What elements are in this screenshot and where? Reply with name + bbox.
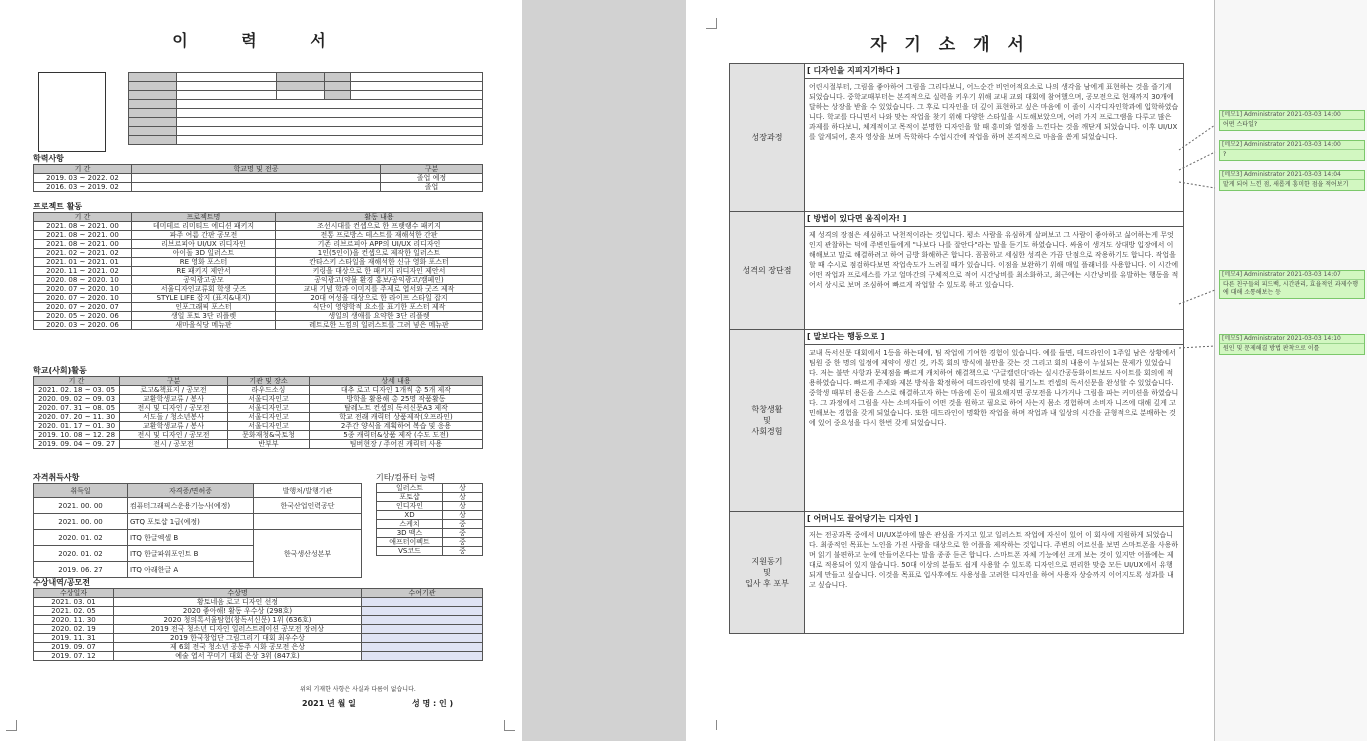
page-corner-mark bbox=[706, 720, 717, 730]
table-cell: ITQ 한글파워포인트 B bbox=[128, 546, 254, 562]
table-row bbox=[34, 395, 483, 404]
table-row bbox=[34, 249, 483, 258]
table-cell: 서울디자인교류회 학생 굿즈 bbox=[132, 285, 276, 294]
essay-table bbox=[729, 63, 1184, 634]
table-cell: 애프터이펙트 bbox=[377, 538, 443, 547]
comment-text: 다른 친구들의 피드백, 시간관리, 효율적인 과제수행에 대해 소통해보는 등 bbox=[1223, 281, 1359, 296]
table-cell: 대추 로고 디자인 1개씩 총 5개 제작 bbox=[310, 386, 483, 395]
table-cell: 졸업 예정 bbox=[381, 174, 483, 183]
table-row bbox=[34, 431, 483, 440]
comment-header: [메모3] Administrator 2021-03-03 14:04 bbox=[1220, 171, 1364, 180]
projects-table bbox=[33, 212, 483, 330]
comment-connector-lines bbox=[1179, 0, 1223, 741]
table-cell: 2020. 02. 19 bbox=[34, 625, 114, 634]
table-cell: 컴퓨터그래픽스운용기능사(예정) bbox=[128, 498, 254, 514]
table-cell: ITQ 아래한글 A bbox=[128, 562, 254, 578]
table-cell: 파주 여름 간판 공모전 bbox=[132, 231, 276, 240]
table-cell: 아이돌 3D 일러스트 bbox=[132, 249, 276, 258]
section-title-education: 학력사항 bbox=[33, 154, 64, 163]
table-row bbox=[34, 616, 483, 625]
table-cell: 로고&책표지 / 공모전 bbox=[120, 386, 228, 395]
table-cell: 반부부 bbox=[228, 440, 310, 449]
table-row bbox=[377, 502, 483, 511]
table-cell: 2020. 09. 02 ~ 09. 03 bbox=[34, 395, 120, 404]
table-cell: 생일의 생애를 요약한 3단 리플렛 bbox=[276, 312, 483, 321]
table-row bbox=[34, 294, 483, 303]
table-row bbox=[34, 183, 483, 192]
comment-header: [메모2] Administrator 2021-03-03 14:00 bbox=[1220, 141, 1364, 150]
table-cell: 5종 캐릭터&상품 제작 (수도 도전) bbox=[310, 431, 483, 440]
table-row bbox=[34, 240, 483, 249]
comment-text: 어떤 스타일? bbox=[1223, 121, 1258, 128]
table-cell: 2021. 08 ~ 2021. 00 bbox=[34, 231, 132, 240]
table-cell bbox=[362, 598, 483, 607]
footer-note: 위의 기재한 사항은 사실과 다름이 없습니다. bbox=[300, 686, 416, 693]
table-header: 상 bbox=[443, 484, 483, 493]
table-row bbox=[377, 529, 483, 538]
table-cell: 문화재청&국토청 bbox=[228, 431, 310, 440]
table-cell: 2019. 07. 12 bbox=[34, 652, 114, 661]
section-title-computer: 기타/컴퓨터 능력 bbox=[376, 473, 436, 482]
table-cell: 공익광고공모 bbox=[132, 276, 276, 285]
essay-heading: [ 디자인을 지피지기하다 ] bbox=[805, 64, 1184, 79]
table-row bbox=[34, 643, 483, 652]
footer-date: 2021 년 월 일 bbox=[302, 699, 356, 708]
table-row bbox=[377, 538, 483, 547]
table-row bbox=[34, 607, 483, 616]
table-cell: 상 bbox=[443, 493, 483, 502]
essay-label-personality: 성격의 장단점 bbox=[730, 212, 805, 330]
table-cell: 기존 리브르피아 APP의 UI/UX 리디자인 bbox=[276, 240, 483, 249]
table-row bbox=[34, 530, 362, 546]
table-cell bbox=[362, 634, 483, 643]
table-cell: 2021. 03. 01 bbox=[34, 598, 114, 607]
table-row bbox=[34, 285, 483, 294]
table-cell: 2020. 08 ~ 2020. 10 bbox=[34, 276, 132, 285]
table-cell bbox=[132, 183, 381, 192]
table-cell: 전시 및 디자인 / 공모전 bbox=[120, 431, 228, 440]
table-cell: 키링을 대상으로 한 패키지 리디자인 제안서 bbox=[276, 267, 483, 276]
table-cell: 상 bbox=[443, 502, 483, 511]
table-cell: 2020. 01. 02 bbox=[34, 530, 128, 546]
table-cell: 식단이 영양학적 요소를 표기한 포스터 제작 bbox=[276, 303, 483, 312]
table-row bbox=[34, 440, 483, 449]
essay-body[interactable]: 어린시절부터, 그림을 좋아하여 그림을 그리다보니, 어느순간 비언어적요소로 나의 생각을 남에게 표현하는 것을 즐기게 되었습니다. 중학교때부터는 본격적으로 실력을 키우기 위해 교내 교외 대회에 참여했으며, 공모전으로 현재까지 30개에 달하는 상장을 받을 수 있었습니다. 그 후로 디자인을 더 깊이 표현하고 싶은 마음에 이 졸이 시각디자인학과에 입학하였습니다. 학교를 다니면서 나와 맞는 작업을 찾기 위해 다양한 스타일을 시도해보았으며, 여러 가지 프로그램을 다루고 많은 과제를 하다보니, 체계적이고 목적이 분명한 디자인을 할 때 흥미와 열정을 느낀다는 것을 깨닫게 되었습니다. 이후 UI/UX를 알게되어, 혼자 영상을 보며 독학하다 수업시간에 작업을 하며 본격적으로 마음을 쏟게 되었습니다. bbox=[805, 79, 1184, 212]
table-cell: 전통 프로방스 테스트를 재해석한 간판 bbox=[276, 231, 483, 240]
table-cell: 황토네음 로고 디자인 선정 bbox=[114, 598, 362, 607]
page-corner-mark bbox=[6, 720, 17, 731]
table-cell: STYLE LIFE 잡지 (표지&내지) bbox=[132, 294, 276, 303]
table-cell: 2021. 02. 05 bbox=[34, 607, 114, 616]
essay-title: 자 기 소 개 서 bbox=[870, 35, 1030, 55]
comment-sidebar bbox=[1214, 0, 1367, 741]
table-cell: 예술 엽서 꾸미기 대회 은상 3위 (847호) bbox=[114, 652, 362, 661]
table-cell: RE 패키지 제안서 bbox=[132, 267, 276, 276]
table-header: 수여기관 bbox=[362, 589, 483, 598]
table-row bbox=[34, 231, 483, 240]
essay-label-experience: 학창생활 및 사회경험 bbox=[730, 330, 805, 512]
table-cell: 2019 전국 청소년 디자인 일러스트레이션 공모전 장려상 bbox=[114, 625, 362, 634]
comment-text: 원인 및 문제해결 방법 판착으로 이를 bbox=[1223, 345, 1320, 352]
table-row bbox=[377, 493, 483, 502]
table-cell: 2021. 08 ~ 2021. 00 bbox=[34, 240, 132, 249]
table-row bbox=[34, 321, 483, 330]
table-cell: 중 bbox=[443, 529, 483, 538]
table-cell: 졸업 bbox=[381, 183, 483, 192]
table-cell: 방학을 활용해 총 25명 작품활동 bbox=[310, 395, 483, 404]
table-header: 구분 bbox=[120, 377, 228, 386]
certificates-table bbox=[33, 483, 362, 578]
comment-box[interactable] bbox=[1219, 140, 1365, 161]
section-title-activities: 학교(사회)활동 bbox=[33, 366, 87, 375]
table-cell: ITQ 한글엑셀 B bbox=[128, 530, 254, 546]
table-header: 구분 bbox=[381, 165, 483, 174]
table-cell: 생일 포토 3단 리플렛 bbox=[132, 312, 276, 321]
table-cell: 데미테르 리미티드 에디션 패키지 bbox=[132, 222, 276, 231]
comment-header: [메모1] Administrator 2021-03-03 14:00 bbox=[1220, 111, 1364, 120]
table-cell: 학교 전래 캐릭터 상품제작(오프라인) bbox=[310, 413, 483, 422]
table-cell: 2021. 00. 00 bbox=[34, 514, 128, 530]
table-cell: 2016. 03 ~ 2019. 02 bbox=[34, 183, 132, 192]
table-header: 활동 내용 bbox=[276, 213, 483, 222]
table-header: 프로젝트명 bbox=[132, 213, 276, 222]
essay-heading: [ 방법이 있다면 움직이자! ] bbox=[805, 212, 1184, 227]
table-cell: 전시 / 공모전 bbox=[120, 440, 228, 449]
essay-body[interactable]: 저는 전공과목 중에서 UI/UX분야에 많은 관심을 가지고 있고 일러스트 작업에 자신이 있어 이 회사에 지원하게 되었습니다. 최종적인 목표는 노인을 가진 사람을 대상으로 한 어플을 제작하는 것입니다. 주변의 어르신을 보면 스마트폰을 사용하며 읽기 불편하고 눈에 안들어온다는 말을 종종 듣곤 합니다. 스마트폰 자체 기능에선 크게 보는 것이 있지만 어플에는 제대로 적용되어 있지 않습니다. 50대 이상의 분들도 쉽게 사용할 수 있도록 디자인으로 편리한 맞춤 모든 UI/UX에서 유행되게 만들고 싶습니다. 이것을 목표로 입사후에도 사용성을 고려한 디자인을 하여 사용자 상승까지 이어지도록 성과를 내고 싶습니다. bbox=[805, 527, 1184, 634]
table-row bbox=[34, 386, 483, 395]
table-cell: 2019. 06. 27 bbox=[34, 562, 128, 578]
comment-text: ? bbox=[1223, 151, 1227, 158]
table-header: 취득일 bbox=[34, 484, 128, 498]
table-cell: XD bbox=[377, 511, 443, 520]
table-cell: 2021. 08 ~ 2021. 00 bbox=[34, 222, 132, 231]
table-cell: 2020. 07 ~ 2020. 10 bbox=[34, 294, 132, 303]
table-cell: 서울디자인고 bbox=[228, 413, 310, 422]
table-cell: 20대 여성을 대상으로 한 라이프 스타일 잡지 bbox=[276, 294, 483, 303]
table-cell: 공익광고(약물 환경 홍보/공익광고/캠페인) bbox=[276, 276, 483, 285]
table-cell bbox=[362, 643, 483, 652]
activities-table bbox=[33, 376, 483, 449]
table-cell: 한국생산성본부 bbox=[254, 530, 362, 578]
table-header: 기 간 bbox=[34, 165, 132, 174]
section-title-projects: 프로젝트 활동 bbox=[33, 202, 83, 211]
table-cell: 2020. 07 ~ 2020. 07 bbox=[34, 303, 132, 312]
table-row bbox=[377, 520, 483, 529]
table-header: 발행처/발행기관 bbox=[254, 484, 362, 498]
table-cell: 교환학생교류 / 봉사 bbox=[120, 395, 228, 404]
resume-page bbox=[0, 0, 522, 741]
essay-label-motivation: 지원동기 및 입사 후 포부 bbox=[730, 512, 805, 634]
table-row bbox=[34, 634, 483, 643]
comment-box[interactable] bbox=[1219, 170, 1365, 191]
essay-body[interactable]: 제 성격의 장점은 세심하고 낙천적이라는 것입니다. 평소 사람을 유심하게 살펴보고 그 사람이 좋아하고 싫어하는게 무엇인지 관찰하는 덕에 주변인들에게 "나보다 나를 잘안다"라는 말을 듣기도 하였습니다. 싸움이 생겨도 상대방 입장에서 이해해보고 말로 해결하려고 하여 금방 화해하곤 합니다. 꼼꼼하고 세심한 성격은 가끔 단점으로 작용하기도 합니다. 작업을 할 때 수시로 점검하다보면 작업속도가 느려질 때가 있습니다. 이점을 보완하기 위해 매일 플래너를 사용합니다. 이 시간에 어떤 작업과 프로세스를 가고 얼마간의 구체적으로 적어 시간낭비를 최소화하고, 최근에는 시간낭비를 유발하는 행동을 적어서 상시로 보며 조심하여 빠르게 작업할 수 있도록 하고 있습니다. bbox=[805, 227, 1184, 330]
table-cell: 포토샵 bbox=[377, 493, 443, 502]
table-cell: 2020 청의톡서울탐험(창독서신문) 1위 (636호) bbox=[114, 616, 362, 625]
table-header: 기 간 bbox=[34, 213, 132, 222]
table-cell: 2020. 11 ~ 2021. 02 bbox=[34, 267, 132, 276]
table-cell: 2019. 10. 08 ~ 12. 28 bbox=[34, 431, 120, 440]
table-row bbox=[34, 498, 362, 514]
table-cell: 2020. 01. 02 bbox=[34, 546, 128, 562]
table-header: 학교명 및 전공 bbox=[132, 165, 381, 174]
photo-placeholder bbox=[38, 72, 106, 152]
personal-info-table bbox=[128, 72, 483, 145]
table-cell: 2020. 07. 20 ~ 11. 30 bbox=[34, 413, 120, 422]
table-cell: 새마을식당 메뉴판 bbox=[132, 321, 276, 330]
comment-box[interactable] bbox=[1219, 270, 1365, 299]
table-cell: 중 bbox=[443, 520, 483, 529]
table-cell: 2020. 05 ~ 2020. 06 bbox=[34, 312, 132, 321]
table-cell: 교내 기념 학과 이미지를 주제로 엽서와 굿즈 제작 bbox=[276, 285, 483, 294]
table-cell: 2주간 양식을 계획하여 복습 및 응용 bbox=[310, 422, 483, 431]
table-cell: 한국산업인력공단 bbox=[254, 498, 362, 514]
table-cell: 상 bbox=[443, 511, 483, 520]
table-row bbox=[34, 514, 362, 530]
table-cell: 2020. 01. 17 ~ 01. 30 bbox=[34, 422, 120, 431]
table-cell: 팀버현장 / 주어진 캐릭터 사용 bbox=[310, 440, 483, 449]
table-row bbox=[34, 258, 483, 267]
table-row bbox=[34, 303, 483, 312]
comment-box[interactable] bbox=[1219, 110, 1365, 131]
table-row bbox=[34, 222, 483, 231]
table-cell: 레트로한 느낌의 일러스트를 그려 넣은 메뉴판 bbox=[276, 321, 483, 330]
essay-heading: [ 말보다는 행동으로 ] bbox=[805, 330, 1184, 345]
table-cell: 2020. 11. 30 bbox=[34, 616, 114, 625]
table-cell: 2021. 02. 18 ~ 03. 05 bbox=[34, 386, 120, 395]
table-cell: 인디자인 bbox=[377, 502, 443, 511]
table-cell: 중 bbox=[443, 538, 483, 547]
essay-heading: [ 어머니도 끌어당기는 디자인 ] bbox=[805, 512, 1184, 527]
table-cell: 교환학생교류 / 봉사 bbox=[120, 422, 228, 431]
table-cell: 스케치 bbox=[377, 520, 443, 529]
table-cell: RE 영화 포스터 bbox=[132, 258, 276, 267]
table-cell: 2019 한국창업단 그림그리기 대회 최우수상 bbox=[114, 634, 362, 643]
table-row bbox=[34, 276, 483, 285]
essay-body[interactable]: 교내 독서신문 대회에서 1등을 하는데에, 팀 작업에 기여한 경험이 있습니다. 예를 들면, 데드라인이 1주일 남은 상황에서 팀원 중 한 명의 일정에 제약이 생긴 것, 카톡 회의 방식에 불만을 갖는 것 그리고 회의 내용이 누설되는 문제가 있었습니다. 저는 불만 사항과 문제점을 빠르게 캐치하여 해결책으로 '구글캘린더'라는 실시간공동화이트보드 사이트를 회의에 적용하였습니다. 빠르게 주제와 제본 방식을 확정하여 데드라인에 맞춰 필기노트 컨셉의 독서신문을 완성할 수 있었습니다. 중학생 때부터 용돈을 스스로 해결하고자 하는 마음에 돈이 필요해지면 공모전을 나가거나 그림을 파는 커미션을 하였습니다. 그 과정에서 그림을 사는 소비자들이 어떤 것을 원하고 필요로 하여 사는지 몸소 경험하며 소비자 니즈에 대해 깊게 고민해보는 경험을 갖게 되었습니다. 또한 데드라인이 명확한 작업을 하며 작업과 내 일상의 시간을 균형적으로 분배하는 것에 있어 중요성을 다시 한번 갖게 되었습니다. bbox=[805, 345, 1184, 512]
table-cell: 2021. 00. 00 bbox=[34, 498, 128, 514]
table-cell: 2021. 02 ~ 2021. 02 bbox=[34, 249, 132, 258]
table-row bbox=[34, 422, 483, 431]
table-cell: 1인(5인이)을 컨셉으로 제작한 일러스트 bbox=[276, 249, 483, 258]
awards-table bbox=[33, 588, 483, 661]
table-cell: 칸타스키 스타일을 재해석한 신규 영화 포스터 bbox=[276, 258, 483, 267]
table-cell: 중 bbox=[443, 547, 483, 556]
table-cell: 2019. 11. 31 bbox=[34, 634, 114, 643]
table-cell bbox=[254, 514, 362, 530]
table-row bbox=[34, 404, 483, 413]
table-cell bbox=[362, 625, 483, 634]
table-cell: 제 6회 전국 청소년 공동주 시화 공모전 은상 bbox=[114, 643, 362, 652]
table-row bbox=[34, 652, 483, 661]
resume-title: 이 력 서 bbox=[172, 31, 350, 50]
table-row bbox=[34, 598, 483, 607]
section-title-certificates: 자격취득사항 bbox=[33, 473, 80, 482]
table-cell: 2020. 03 ~ 2020. 06 bbox=[34, 321, 132, 330]
table-header: 자격증/면허증 bbox=[128, 484, 254, 498]
table-row bbox=[34, 625, 483, 634]
computer-skills-table bbox=[376, 483, 483, 556]
table-header: 상세 내용 bbox=[310, 377, 483, 386]
table-cell: 리브르피아 UI/UX 리디자인 bbox=[132, 240, 276, 249]
table-cell: 조선시대를 컨셉으로 한 프랫랭수 패키지 bbox=[276, 222, 483, 231]
education-table bbox=[33, 164, 483, 192]
table-cell: GTQ 포토샵 1급(예정) bbox=[128, 514, 254, 530]
table-cell: 인포그래픽 포스터 bbox=[132, 303, 276, 312]
table-cell: 전시 및 디자인 / 공모전 bbox=[120, 404, 228, 413]
footer-signature: 성 명 : 인 ) bbox=[412, 699, 454, 708]
table-cell bbox=[362, 652, 483, 661]
table-cell: 3D 맥스 bbox=[377, 529, 443, 538]
section-title-awards: 수상내역/공모전 bbox=[33, 578, 91, 587]
table-row bbox=[34, 413, 483, 422]
table-cell: VS코드 bbox=[377, 547, 443, 556]
table-cell: 2020. 07. 31 ~ 08. 05 bbox=[34, 404, 120, 413]
table-cell: 서울디자인고 bbox=[228, 404, 310, 413]
table-header: 기 간 bbox=[34, 377, 120, 386]
table-row bbox=[377, 547, 483, 556]
table-header: 기관 및 장소 bbox=[228, 377, 310, 386]
comment-text: 맡게 되어 느낀 점, 새롭게 흥미한 점을 적어보기 bbox=[1223, 181, 1349, 188]
table-row bbox=[34, 312, 483, 321]
table-header: 일러스트 bbox=[377, 484, 443, 493]
table-cell: 2020. 07 ~ 2020. 10 bbox=[34, 285, 132, 294]
table-cell: 2020 좋아해! 활동 우수상 (298호) bbox=[114, 607, 362, 616]
page-corner-mark bbox=[706, 18, 717, 29]
table-cell: 2021. 01 ~ 2021. 01 bbox=[34, 258, 132, 267]
table-row bbox=[34, 174, 483, 183]
comment-header: [메모4] Administrator 2021-03-03 14:07 bbox=[1220, 271, 1364, 280]
table-row bbox=[34, 267, 483, 276]
table-cell: 라우드소싱 bbox=[228, 386, 310, 395]
table-cell: 서도돌 / 청소년봉사 bbox=[120, 413, 228, 422]
table-cell bbox=[362, 607, 483, 616]
essay-label-growth: 성장과정 bbox=[730, 64, 805, 212]
table-header: 수상명 bbox=[114, 589, 362, 598]
table-cell: 서울디자인고 bbox=[228, 395, 310, 404]
table-cell bbox=[132, 174, 381, 183]
page-corner-mark bbox=[504, 720, 515, 731]
table-header: 수상일자 bbox=[34, 589, 114, 598]
comment-box[interactable] bbox=[1219, 334, 1365, 355]
comment-header: [메모5] Administrator 2021-03-03 14:10 bbox=[1220, 335, 1364, 344]
essay-page bbox=[686, 0, 1214, 741]
table-row bbox=[377, 511, 483, 520]
table-cell bbox=[362, 616, 483, 625]
table-cell: 2019. 03 ~ 2022. 02 bbox=[34, 174, 132, 183]
table-cell: 2019. 09. 04 ~ 09. 27 bbox=[34, 440, 120, 449]
table-cell: 2019. 09. 07 bbox=[34, 643, 114, 652]
table-cell: 서울디자인고 bbox=[228, 422, 310, 431]
table-cell: 탈레노트 컨셉의 독서신문A3 제작 bbox=[310, 404, 483, 413]
